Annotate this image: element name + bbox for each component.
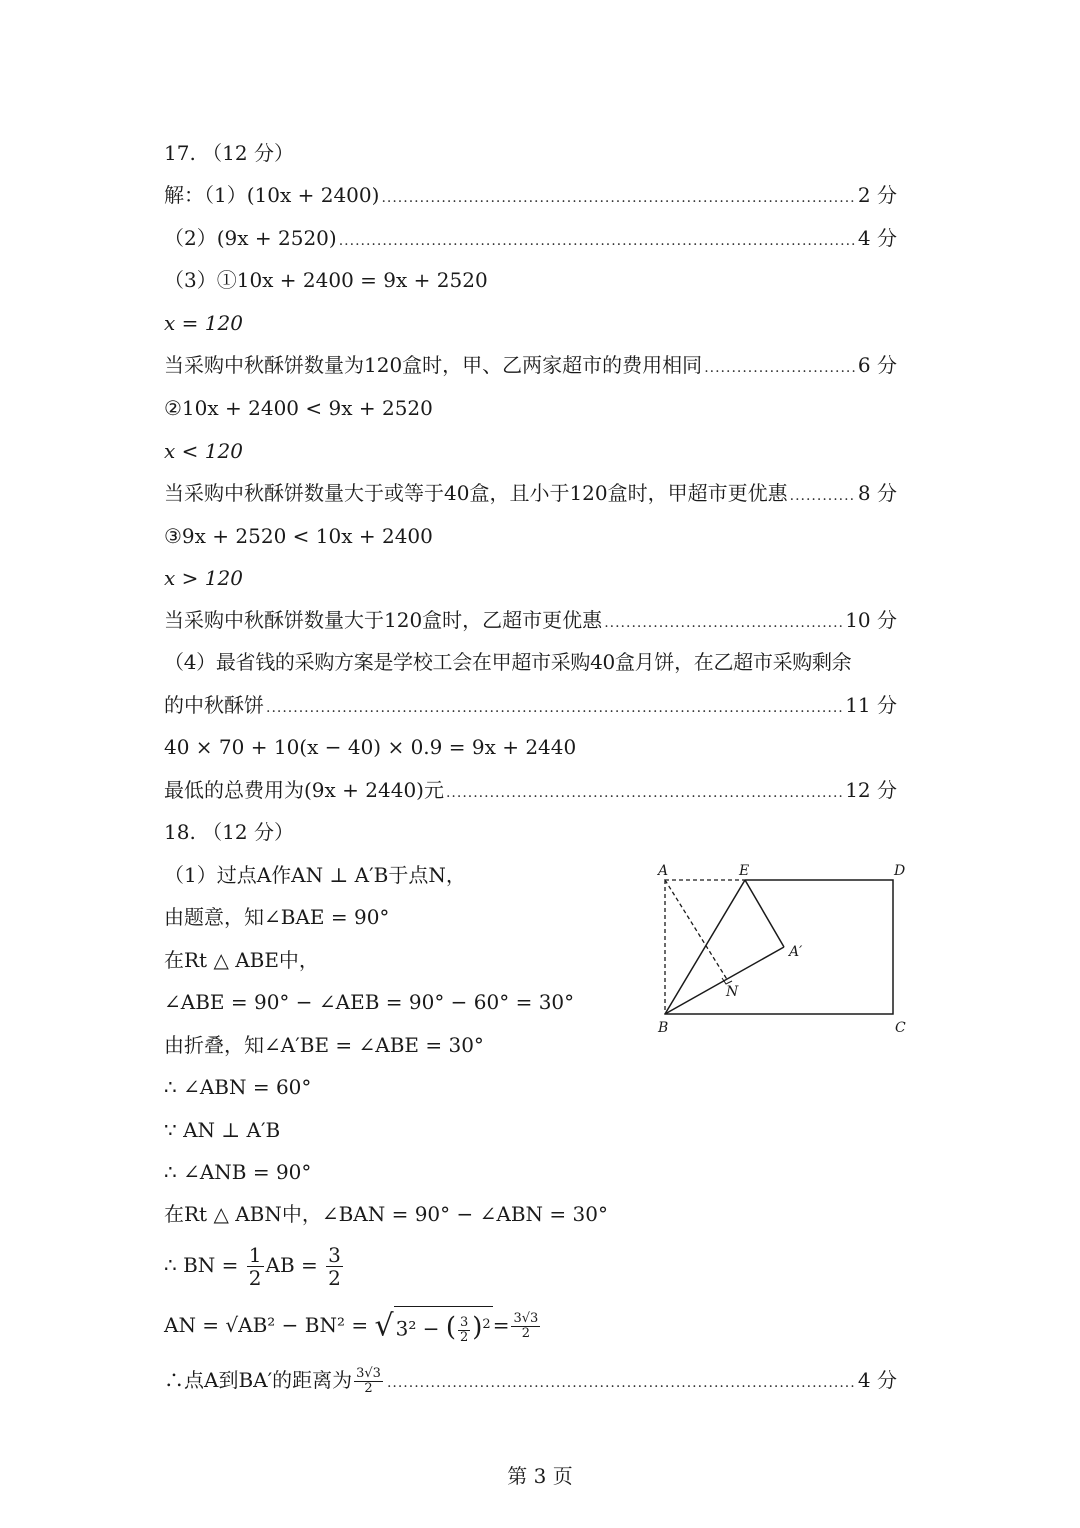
q18-header: 18. （12 分） bbox=[164, 820, 294, 844]
sqrt-radicand: 3² − ( $\frac{3}{2}$ )$^2$ bbox=[394, 1306, 493, 1347]
fraction-result bbox=[354, 1367, 383, 1396]
q17-line-5 bbox=[164, 351, 897, 382]
fraction-denominator: 2 bbox=[248, 1266, 262, 1290]
fraction-numerator: 3 bbox=[328, 1243, 341, 1267]
q18-line-7: ∵ AN ⊥ A′B bbox=[164, 1118, 281, 1142]
q17-line-5-text: 当采购中秋酥饼数量为120盒时，甲、乙两家超市的费用相同 bbox=[164, 353, 703, 377]
leader-dots bbox=[704, 354, 856, 382]
q17-line-5-points: 6 分 bbox=[857, 353, 897, 377]
fraction-denominator: 2 bbox=[521, 1326, 531, 1341]
label-d: D bbox=[894, 863, 906, 879]
sqrt-sign-icon: √ bbox=[374, 1308, 394, 1344]
q17-line-8-text: 当采购中秋酥饼数量大于或等于40盒，且小于120盒时，甲超市更优惠 bbox=[164, 481, 788, 505]
q17-line-11-text: 当采购中秋酥饼数量大于120盒时，乙超市更优惠 bbox=[164, 608, 603, 632]
label-c: C bbox=[895, 1020, 906, 1036]
q18-line-6: ∴ ∠ABN = 60° bbox=[164, 1075, 312, 1099]
leader-dots bbox=[446, 779, 843, 807]
q18-line-3: 在Rt △ ABE中， bbox=[164, 948, 319, 972]
q18-line-10 bbox=[164, 1240, 345, 1290]
q18-line-11-prefix: AN = √AB² − BN² = bbox=[164, 1313, 375, 1337]
label-e: E bbox=[739, 863, 750, 879]
label-b: B bbox=[658, 1020, 669, 1036]
q18-line-12-label: ∴点A到BA′的距离为 bbox=[164, 1368, 353, 1392]
segment-ea-prime bbox=[745, 880, 784, 947]
q17-line-15-text: 最低的总费用为(9x + 2440)元 bbox=[164, 778, 444, 802]
fraction-inner bbox=[458, 1316, 470, 1345]
q17-line-8-points: 8 分 bbox=[857, 481, 897, 505]
q17-header: 17. （12 分） bbox=[164, 141, 294, 165]
q18-line-5: 由折叠，知∠A′BE = ∠ABE = 30° bbox=[164, 1033, 484, 1057]
geometry-figure bbox=[650, 858, 920, 1043]
segment-an-dashed bbox=[665, 880, 728, 981]
fraction-numerator: 1 bbox=[248, 1243, 262, 1267]
leader-dots bbox=[266, 694, 843, 722]
q17-line-6: ②10x + 2400 < 9x + 2520 bbox=[164, 396, 433, 420]
q18-line-12-points: 4 分 bbox=[857, 1368, 897, 1392]
q18-line-1: （1）过点A作AN ⊥ A′B于点N， bbox=[164, 863, 466, 887]
fraction-three-halves bbox=[326, 1244, 343, 1289]
q17-line-7: x < 120 bbox=[164, 439, 243, 463]
q17-line-1-points: 2 分 bbox=[857, 183, 897, 207]
q17-line-2 bbox=[164, 224, 897, 255]
fraction-one-half bbox=[247, 1244, 264, 1289]
q18-line-11 bbox=[164, 1300, 542, 1352]
fraction-result bbox=[511, 1312, 540, 1341]
label-a-prime: A′ bbox=[789, 944, 803, 960]
page-number: 第 3 页 bbox=[507, 1464, 573, 1488]
q17-line-14: 40 × 70 + 10(x − 40) × 0.9 = 9x + 2440 bbox=[164, 735, 577, 759]
q17-line-11-points: 10 分 bbox=[845, 608, 897, 632]
fraction-numerator: 3√3 bbox=[356, 1366, 381, 1381]
q17-line-13-points: 11 分 bbox=[845, 693, 897, 717]
q17-line-10: x > 120 bbox=[164, 566, 243, 590]
q18-line-4: ∠ABE = 90° − ∠AEB = 90° − 60° = 30° bbox=[164, 990, 575, 1014]
label-a: A bbox=[658, 863, 669, 879]
q17-line-12: （4）最省钱的采购方案是学校工会在甲超市采购40盒月饼，在乙超市采购剩余 bbox=[164, 650, 852, 674]
q17-line-15-points: 12 分 bbox=[845, 778, 897, 802]
q18-line-8: ∴ ∠ANB = 90° bbox=[164, 1160, 312, 1184]
exponent: 2 bbox=[482, 1317, 491, 1333]
leader-dots bbox=[604, 609, 843, 637]
q17-line-2-text: （2）(9x + 2520) bbox=[164, 226, 337, 250]
q17-line-3: （3）①10x + 2400 = 9x + 2520 bbox=[164, 268, 488, 292]
q17-line-8 bbox=[164, 479, 897, 510]
q18-line-12-text bbox=[164, 1366, 385, 1396]
fraction-denominator: 2 bbox=[328, 1266, 341, 1290]
q17-line-13-text: 的中秋酥饼 bbox=[164, 693, 264, 717]
q18-line-12 bbox=[164, 1366, 897, 1397]
q17-line-1-text: 解：（1）(10x + 2400) bbox=[164, 183, 380, 207]
q17-line-15 bbox=[164, 776, 897, 807]
q17-line-1 bbox=[164, 181, 897, 212]
q17-line-11 bbox=[164, 606, 897, 637]
fraction-denominator: 2 bbox=[459, 1329, 469, 1345]
label-n: N bbox=[726, 984, 739, 1000]
equals-sign: = bbox=[492, 1313, 510, 1337]
leader-dots bbox=[790, 482, 856, 510]
q18-line-10-mid: AB = bbox=[265, 1253, 325, 1277]
q18-line-10-prefix: ∴ BN = bbox=[164, 1253, 245, 1277]
fraction-denominator: 2 bbox=[364, 1381, 373, 1396]
leader-dots bbox=[387, 1369, 856, 1397]
segment-ba-prime bbox=[665, 947, 784, 1014]
q18-line-2: 由题意，知∠BAE = 90° bbox=[164, 905, 390, 929]
fraction-numerator: 3√3 bbox=[513, 1311, 539, 1326]
q17-line-9: ③9x + 2520 < 10x + 2400 bbox=[164, 524, 433, 548]
leader-dots bbox=[339, 227, 856, 255]
q17-line-4: x = 120 bbox=[164, 311, 243, 335]
radicand-text: 3² − bbox=[395, 1316, 446, 1341]
leader-dots bbox=[381, 184, 855, 212]
fraction-numerator: 3 bbox=[459, 1314, 469, 1330]
q17-line-2-points: 4 分 bbox=[857, 226, 897, 250]
q17-line-13 bbox=[164, 691, 897, 722]
q18-line-9: 在Rt △ ABN中，∠BAN = 90° − ∠ABN = 30° bbox=[164, 1202, 608, 1226]
